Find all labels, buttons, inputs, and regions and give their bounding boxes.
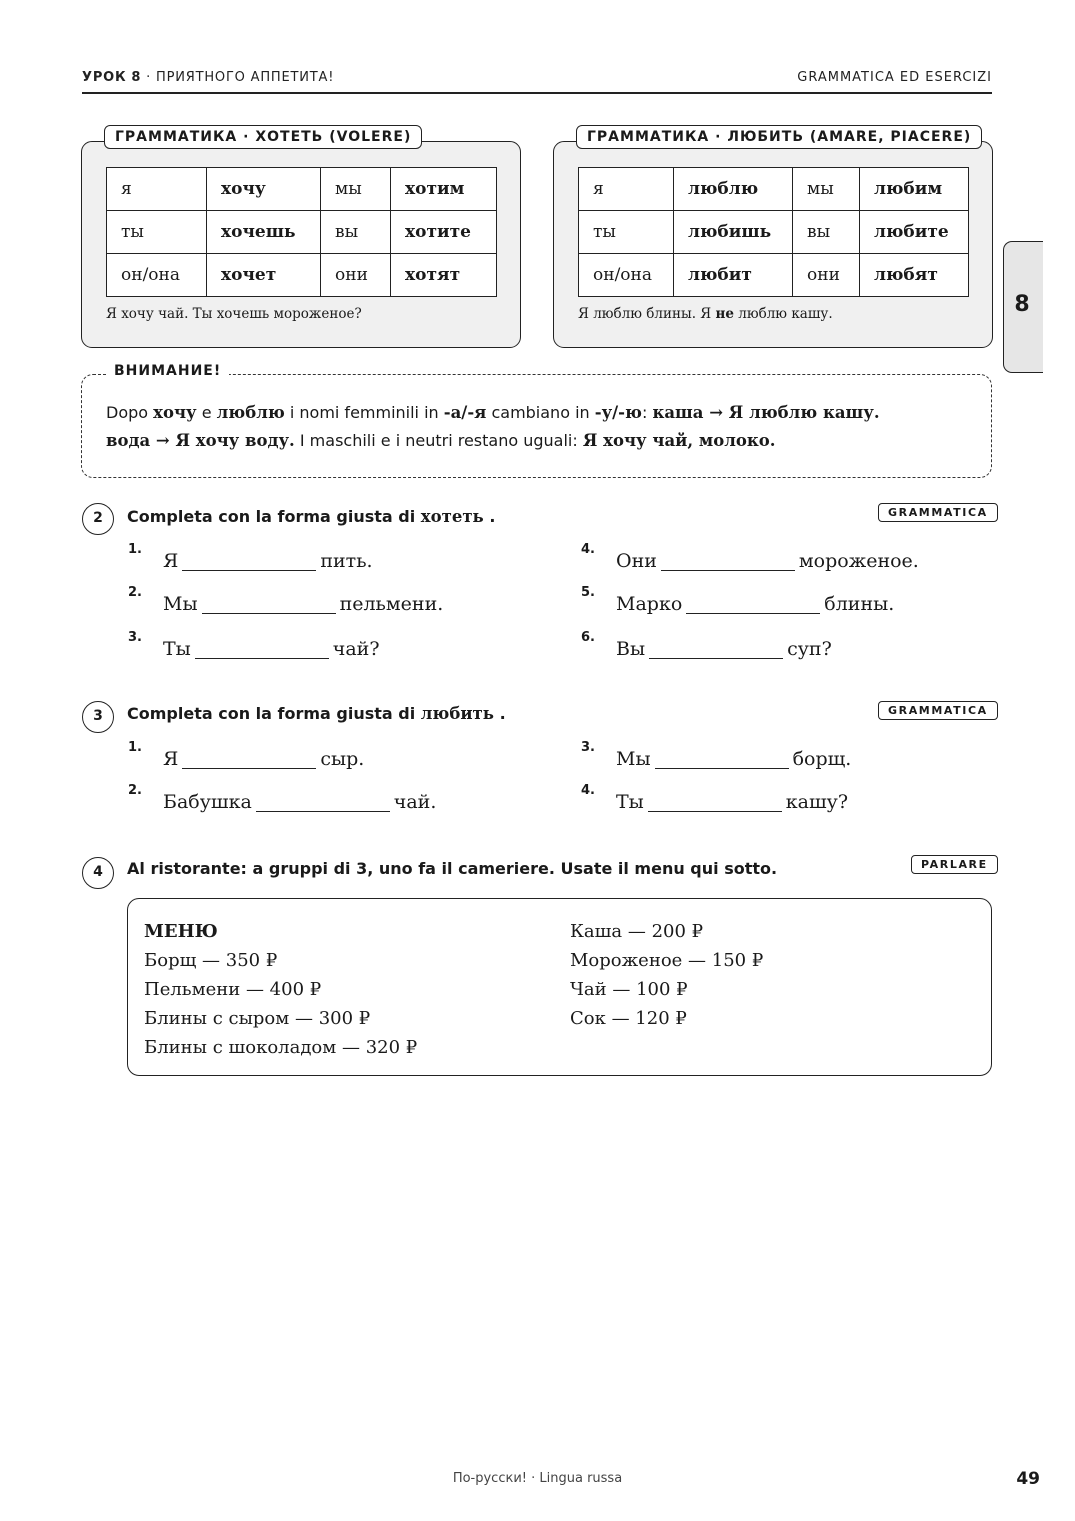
exercise-number: 4: [82, 857, 114, 889]
item-text-before: Ты: [616, 791, 644, 813]
pronoun-cell: ты: [579, 211, 674, 254]
exercise-item: [128, 585, 444, 615]
item-text-before: Ты: [163, 638, 191, 660]
lesson-prefix: УРОК: [82, 70, 127, 85]
table-row: [107, 254, 497, 297]
item-text-before: Я: [163, 748, 179, 770]
item-text-after: борщ.: [792, 748, 852, 770]
pronoun-cell: мы: [793, 168, 860, 211]
verb-form-cell: хочешь: [207, 211, 321, 254]
item-text-before: Мы: [163, 593, 198, 615]
attention-text: [106, 399, 976, 455]
item-text-after: суп?: [787, 638, 832, 660]
menu-column-left: [144, 917, 417, 1062]
attention-text-part: cambiano in: [486, 403, 595, 422]
grammatica-badge: GRAMMATICA: [878, 701, 998, 720]
verb-form-cell: хотят: [391, 254, 497, 297]
menu-item: Блины с сыром — 300 ₽: [144, 1008, 371, 1029]
conjugation-table: [106, 167, 497, 297]
exercise-title-end: .: [489, 507, 496, 526]
item-text-before: Бабушка: [163, 791, 252, 813]
verb-form-cell: хотим: [391, 168, 497, 211]
item-number: 4.: [581, 783, 595, 798]
table-row: [579, 211, 969, 254]
menu-item: Борщ — 350 ₽: [144, 950, 278, 971]
item-number: 2.: [128, 585, 142, 600]
attention-bold: -у/-ю: [594, 403, 642, 422]
table-row: [107, 211, 497, 254]
exercise-title-text: Completa con la forma giusta di: [127, 507, 421, 526]
answer-blank[interactable]: [686, 594, 820, 614]
attention-bold: -а/-я: [443, 403, 487, 422]
exercise-title: Al ristorante: a gruppi di 3, uno fa il cameriere. Usate il menu qui sotto.: [127, 859, 778, 878]
pronoun-cell: я: [579, 168, 674, 211]
item-number: 1.: [128, 740, 142, 755]
item-text-before: Марко: [616, 593, 683, 615]
grammar-example-bold: не: [715, 306, 734, 322]
lesson-number: 8: [131, 70, 142, 85]
table-row: [579, 168, 969, 211]
pronoun-cell: он/она: [579, 254, 674, 297]
exercise-item: [128, 783, 437, 813]
exercise-number: 3: [82, 701, 114, 733]
answer-blank[interactable]: [182, 551, 316, 571]
exercise-number: 2: [82, 503, 114, 535]
attention-bold: люблю: [216, 403, 285, 422]
exercise-verb: любить: [420, 704, 494, 723]
answer-blank[interactable]: [655, 749, 789, 769]
exercise-item: [581, 740, 852, 770]
table-row: [107, 168, 497, 211]
exercise-title-end: .: [499, 704, 506, 723]
grammar-box-lyubit: [553, 129, 993, 348]
item-text-before: Я: [163, 550, 179, 572]
item-number: 5.: [581, 585, 595, 600]
attention-text-part: :: [641, 403, 653, 422]
attention-bold: каша → Я люблю кашу.: [652, 403, 880, 422]
pronoun-cell: мы: [321, 168, 391, 211]
verb-form-cell: хотите: [391, 211, 497, 254]
item-number: 3.: [128, 630, 142, 645]
item-text-after: чай?: [332, 638, 380, 660]
exercise-item: [581, 542, 919, 572]
section-title: GRAMMATICA ED ESERCIZI: [797, 70, 992, 85]
grammatica-badge: GRAMMATICA: [878, 503, 998, 522]
item-text-after: кашу?: [785, 791, 849, 813]
verb-form-cell: хочет: [207, 254, 321, 297]
item-number: 6.: [581, 630, 595, 645]
conjugation-table: [578, 167, 969, 297]
answer-blank[interactable]: [661, 551, 795, 571]
exercise-item: [128, 740, 365, 770]
pronoun-cell: ты: [107, 211, 207, 254]
exercise-item: [128, 630, 380, 660]
attention-text-part: I maschili e i neutri restano uguali:: [294, 431, 583, 450]
verb-form-cell: любишь: [674, 211, 793, 254]
menu-item: Блины с шоколадом — 320 ₽: [144, 1037, 418, 1058]
chapter-tab-number: 8: [1014, 292, 1030, 317]
restaurant-menu: [127, 898, 992, 1076]
pronoun-cell: он/она: [107, 254, 207, 297]
header-rule: [82, 92, 992, 94]
menu-item: Пельмени — 400 ₽: [144, 979, 322, 1000]
grammar-example: [578, 306, 833, 322]
grammar-box-khotet: [81, 129, 521, 348]
pronoun-cell: вы: [793, 211, 860, 254]
item-text-before: Вы: [616, 638, 646, 660]
attention-label: ВНИМАНИЕ!: [106, 363, 229, 379]
attention-text-part: i nomi femminili in: [284, 403, 444, 422]
exercise-title: [127, 507, 495, 526]
menu-item: Чай — 100 ₽: [570, 979, 688, 1000]
footer-book-title: По-русски! · Lingua russa: [452, 1471, 623, 1486]
answer-blank[interactable]: [182, 749, 316, 769]
page-number: 49: [1016, 1469, 1040, 1489]
table-row: [579, 254, 969, 297]
item-number: 2.: [128, 783, 142, 798]
pronoun-cell: вы: [321, 211, 391, 254]
exercise-item: [581, 585, 895, 615]
lesson-title: · ПРИЯТНОГО АППЕТИТА!: [141, 70, 335, 85]
item-text-before: Они: [616, 550, 657, 572]
item-text-after: сыр.: [320, 748, 365, 770]
grammar-example-text: люблю кашу.: [733, 306, 833, 322]
verb-form-cell: любит: [674, 254, 793, 297]
running-header: [82, 70, 334, 85]
menu-item: Каша — 200 ₽: [570, 921, 704, 942]
grammar-example: Я хочу чай. Ты хочешь мороженое?: [106, 306, 362, 322]
verb-form-cell: люблю: [674, 168, 793, 211]
verb-form-cell: любим: [860, 168, 969, 211]
chapter-tab: [1003, 241, 1043, 373]
pronoun-cell: я: [107, 168, 207, 211]
item-text-after: пельмени.: [339, 593, 444, 615]
pronoun-cell: они: [321, 254, 391, 297]
exercise-verb: хотеть: [420, 507, 484, 526]
exercise-item: [128, 542, 373, 572]
attention-bold: хочу: [153, 403, 197, 422]
attention-text-part: e: [196, 403, 217, 422]
grammar-box-label: ГРАММАТИКА · ХОТЕТЬ (VOLERE): [104, 125, 422, 149]
attention-text-part: Dopo: [106, 403, 154, 422]
menu-column-right: [570, 917, 763, 1033]
item-number: 4.: [581, 542, 595, 557]
answer-blank[interactable]: [649, 639, 783, 659]
menu-item: Мороженое — 150 ₽: [570, 950, 764, 971]
item-text-after: блины.: [824, 593, 895, 615]
exercise-item: [581, 783, 849, 813]
item-text-after: мороженое.: [798, 550, 919, 572]
item-number: 1.: [128, 542, 142, 557]
verb-form-cell: хочу: [207, 168, 321, 211]
menu-item: Сок — 120 ₽: [570, 1008, 687, 1029]
exercise-title-text: Completa con la forma giusta di: [127, 704, 421, 723]
grammar-box-label: ГРАММАТИКА · ЛЮБИТЬ (AMARE, PIACERE): [576, 125, 982, 149]
pronoun-cell: они: [793, 254, 860, 297]
item-text-before: Мы: [616, 748, 651, 770]
answer-blank[interactable]: [195, 639, 329, 659]
answer-blank[interactable]: [648, 792, 782, 812]
grammar-example-text: Я люблю блины. Я: [578, 306, 716, 322]
item-text-after: пить.: [320, 550, 373, 572]
verb-form-cell: любят: [860, 254, 969, 297]
exercise-item: [581, 630, 832, 660]
attention-bold: вода → Я хочу воду.: [106, 431, 295, 450]
attention-bold: Я хочу чай, молоко.: [582, 431, 776, 450]
exercise-title: [127, 704, 506, 723]
verb-form-cell: любите: [860, 211, 969, 254]
item-text-after: чай.: [393, 791, 437, 813]
answer-blank[interactable]: [256, 792, 390, 812]
item-number: 3.: [581, 740, 595, 755]
menu-title: МЕНЮ: [144, 921, 218, 942]
answer-blank[interactable]: [202, 594, 336, 614]
parlare-badge: PARLARE: [911, 855, 998, 874]
attention-box: [81, 363, 992, 478]
